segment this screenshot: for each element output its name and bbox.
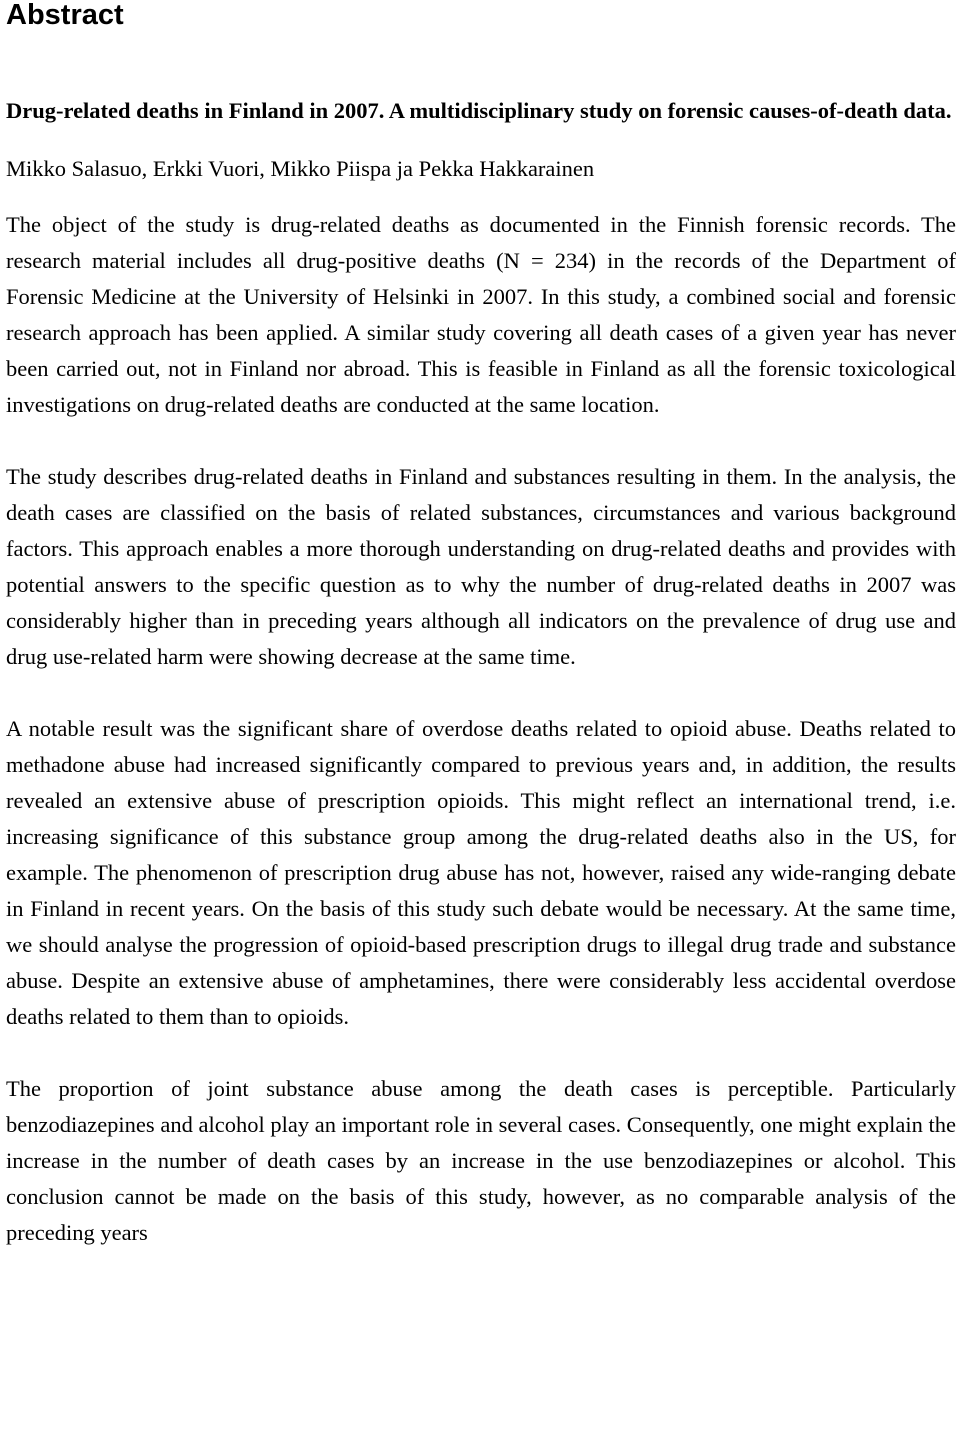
abstract-paragraph-4: The proportion of joint substance abuse among the death cases is perceptible. Particularly benzodiazepines and alcohol play an important role in several cases. Consequently, one might explain the increase in the number of death cases by an increase in the use benzodiazepines or alcohol. This conclusion cannot be made on the basis of this study, however, as no comparable analysis of the preceding years <box>6 1076 956 1245</box>
paper-title: Drug-related deaths in Finland in 2007. A multidisciplinary study on forensic causes-of-death data. <box>6 98 952 123</box>
abstract-paragraph-3: A notable result was the significant share of overdose deaths related to opioid abuse. Deaths related to methadone abuse had increased significantly compared to previous years and, in addition, the results revealed an extensive abuse of prescription opioids. This might reflect an international trend, i.e. increasing significance of this substance group among the drug-related deaths also in the US, for example. The phenomenon of prescription drug abuse has not, however, raised any wide-ranging debate in Finland in recent years. On the basis of this study such debate would be necessary. At the same time, we should analyse the progression of opioid-based prescription drugs to illegal drug trade and substance abuse. Despite an extensive abuse of amphetamines, there were considerably less accidental overdose deaths related to them than to opioids. <box>6 716 956 1029</box>
abstract-heading: Abstract <box>6 0 124 31</box>
author-list: Mikko Salasuo, Erkki Vuori, Mikko Piispa ja Pekka Hakkarainen <box>6 156 595 181</box>
abstract-paragraph-2: The study describes drug-related deaths in Finland and substances resulting in them. In the analysis, the death cases are classified on the basis of related substances, circumstances and various background factors. This approach enables a more thorough understanding on drug-related deaths and provides with potential answers to the specific question as to why the number of drug-related deaths in 2007 was considerably higher than in preceding years although all indicators on the prevalence of drug use and drug use-related harm were showing decrease at the same time. <box>6 464 956 669</box>
abstract-paragraph-1: The object of the study is drug-related deaths as documented in the Finnish forensic records. The research material includes all drug-positive deaths (N = 234) in the records of the Department of Forensic Medicine at the University of Helsinki in 2007. In this study, a combined social and forensic research approach has been applied. A similar study covering all death cases of a given year has never been carried out, not in Finland nor abroad. This is feasible in Finland as all the forensic toxicological investigations on drug-related deaths are conducted at the same location. <box>6 212 956 417</box>
document-page <box>6 0 956 1251</box>
